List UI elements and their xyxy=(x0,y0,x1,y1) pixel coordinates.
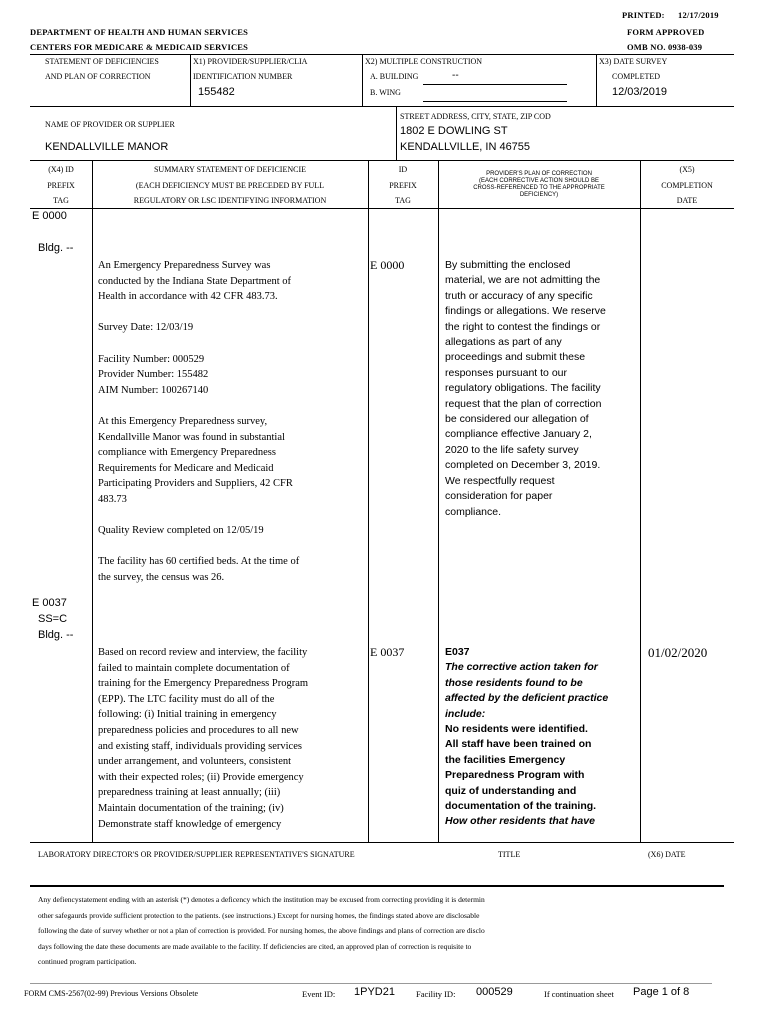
row2-completion-date: 01/02/2020 xyxy=(648,645,708,660)
provider-name-value: KENDALLVILLE MANOR xyxy=(45,141,169,153)
poc-header-4: DEFICIENCY) xyxy=(519,192,559,198)
x3-label-2: COMPLETED xyxy=(612,72,660,81)
wing-underline xyxy=(423,101,567,102)
x4-header-1: (X4) ID xyxy=(48,165,74,174)
row2-summary: Based on record review and interview, the facility failed to maintain complete documentation of training for the Emergency Preparedness Program (EPP). The LTC facility must do all of the following: (i) Initial training in emergency preparedness policies and procedures to all new and existing staff, individuals providing services under arrangement, and volunteers, consistent with their expected roles; (ii) Provide emergency preparedness training at least annually; (iii) Maintain documentation of the training; (iv) Demonstrate staff knowledge of emergency xyxy=(98,647,309,830)
form-number: FORM CMS-2567(02-99) Previous Versions Obsolete xyxy=(24,989,199,998)
col-line-3 xyxy=(438,160,439,842)
x4-header-2: PREFIX xyxy=(47,181,75,190)
row2-poc-bold-6: documentation of the training. xyxy=(445,800,597,813)
row2-poc-bold-5: quiz of understanding and xyxy=(445,784,577,797)
row-divider-2 xyxy=(30,160,734,161)
x2-label: X2) MULTIPLE CONSTRUCTION xyxy=(365,57,483,66)
footnote xyxy=(38,892,738,970)
row2-tag: E 0037 xyxy=(32,597,67,609)
x1-label-2: IDENTIFICATION NUMBER xyxy=(193,72,293,81)
building-value: -- xyxy=(452,70,459,81)
col-line-1 xyxy=(92,160,93,842)
col-line-4 xyxy=(640,160,641,842)
summary-header-1: SUMMARY STATEMENT OF DEFICIENCIE xyxy=(153,165,307,174)
summary-header-2: (EACH DEFICIENCY MUST BE PRECEDED BY FULL xyxy=(135,181,325,190)
x1-label-1: X1) PROVIDER/SUPPLIER/CLIA xyxy=(193,57,308,66)
x4-header-3: TAG xyxy=(53,196,69,205)
footnote-line-2: other safegaurds provide sufficient protection to the patients. (see instructions.) Except for nursing homes, the findings stated above are disclosable xyxy=(38,910,480,920)
poc-header xyxy=(438,171,640,199)
col-line-2 xyxy=(368,160,369,842)
department-title: DEPARTMENT OF HEALTH AND HUMAN SERVICES xyxy=(30,27,249,37)
statement-label-2: AND PLAN OF CORRECTION xyxy=(45,72,151,81)
form-approved: FORM APPROVED xyxy=(627,27,705,37)
id-header-1: ID xyxy=(398,165,408,174)
table-bottom-border xyxy=(30,842,734,843)
poc-header-3: CROSS-REFERENCED TO THE APPROPRIATE xyxy=(473,185,605,191)
divider-x2 xyxy=(362,54,363,106)
footnote-line-4: days following the date these documents are made available to the facility. If deficiencies are cited, an approved plan of correction is requisite to xyxy=(38,941,472,951)
event-id-label: Event ID: xyxy=(302,989,336,999)
row2-poc-bold-2: All staff have been trained on xyxy=(445,738,592,751)
x5-header-2: COMPLETION xyxy=(661,181,713,190)
statement-label-1: STATEMENT OF DEFICIENCIES xyxy=(45,57,159,66)
header-bottom-border xyxy=(30,208,734,209)
row2-poc-bold-3: the facilities Emergency xyxy=(445,753,566,766)
row2-scope: SS=C xyxy=(38,613,68,625)
row2-poc-italic-4: include: xyxy=(445,707,486,720)
x6-date-label: (X6) DATE xyxy=(648,850,686,859)
address-line-1: 1802 E DOWLING ST xyxy=(400,125,508,137)
summary-header-3: REGULATORY OR LSC IDENTIFYING INFORMATION xyxy=(133,196,327,205)
signature-label: LABORATORY DIRECTOR'S OR PROVIDER/SUPPLIER REPRESENTATIVE'S SIGNATURE xyxy=(38,850,355,859)
id-header-3: TAG xyxy=(395,196,411,205)
printed-label: PRINTED: xyxy=(622,10,665,20)
centers-title: CENTERS FOR MEDICARE & MEDICAID SERVICES xyxy=(30,42,249,52)
row2-poc-bold-4: Preparedness Program with xyxy=(445,769,585,782)
address-line-2: KENDALLVILLE, IN 46755 xyxy=(400,141,531,153)
row2-poc-italic-1: The corrective action taken for xyxy=(445,661,598,674)
provider-name-label: NAME OF PROVIDER OR SUPPLIER xyxy=(45,120,175,129)
provider-id-value: 155482 xyxy=(198,86,235,98)
poc-header-1: PROVIDER'S PLAN OF CORRECTION xyxy=(486,171,592,177)
title-label: TITLE xyxy=(498,850,521,859)
x5-header-1: (X5) xyxy=(679,165,695,174)
footer-divider xyxy=(30,983,712,984)
row1-plan-of-correction: By submitting the enclosed material, we are not admitting the truth or accuracy of any specific findings or allegations. We reserve the right to contest the findings or allegations as part of any proceedings and submit these responses pursuant to our regulatory obligations. The facility request that the plan of correction be considered our allegation of compliance effective January 2, 2020 to the life safety survey completed on December 3, 2019. We respectfully request consideration for paper compliance. xyxy=(445,259,606,518)
continuation-label: If continuation sheet xyxy=(544,989,614,999)
row1-tag: E 0000 xyxy=(32,210,67,222)
divider-x1 xyxy=(190,54,191,106)
table-top-border xyxy=(30,54,734,55)
divider-address xyxy=(396,106,397,160)
wing-label: B. WING xyxy=(370,88,401,97)
omb-number: OMB NO. 0938-039 xyxy=(627,42,703,52)
row2-id-tag: E 0037 xyxy=(370,645,405,659)
address-label: STREET ADDRESS, CITY, STATE, ZIP COD xyxy=(400,112,551,121)
footnote-line-1: Any defiencystatement ending with an asterisk (*) denotes a deficency which the institution may be excused from correcting providing it is determin xyxy=(38,895,485,904)
row2-poc-italic-2: those residents found to be xyxy=(445,676,583,689)
x3-label-1: X3) DATE SURVEY xyxy=(599,57,668,66)
event-id-value: 1PYD21 xyxy=(354,986,395,998)
divider-x3 xyxy=(596,54,597,106)
row-divider-1 xyxy=(30,106,734,107)
row2-bldg: Bldg. -- xyxy=(38,629,74,641)
row2-poc-bold-1: No residents were identified. xyxy=(445,723,588,736)
facility-id-label: Facility ID: xyxy=(416,989,456,999)
building-label: A. BUILDING xyxy=(370,72,419,81)
row1-bldg: Bldg. -- xyxy=(38,242,74,254)
row2-poc-italic-5: How other residents that have xyxy=(445,815,595,828)
footnote-line-3: following the date of survey whether or not a plan of correction is provided. For nursing homes, the above findings and plans of correction are disclo xyxy=(38,926,485,936)
id-header-2: PREFIX xyxy=(389,181,417,190)
poc-header-2: (EACH CORRECTIVE ACTION SHOULD BE xyxy=(478,178,600,184)
row2-poc-italic-3: affected by the deficient practice xyxy=(445,692,609,705)
building-underline xyxy=(423,84,567,85)
facility-id-value: 000529 xyxy=(476,986,513,998)
signature-divider xyxy=(30,885,724,887)
printed-date: 12/17/2019 xyxy=(678,10,719,20)
row1-id-tag: E 0000 xyxy=(370,258,405,272)
survey-date-value: 12/03/2019 xyxy=(612,86,668,98)
footnote-line-5: continued program participation. xyxy=(38,957,137,967)
row2-poc-tag: E037 xyxy=(445,646,470,658)
page-number: Page 1 of 8 xyxy=(633,986,690,998)
row1-summary: An Emergency Preparedness Survey was conducted by the Indiana State Department of Health in accordance with 42 CFR 483.73. Survey Date: 12/03/19 Facility Number: 000529 Provider Number: 155482 AIM Number: 100267140 At this Emergency Preparedness survey, Kendallville Manor was found in substantial compliance with Emergency Preparedness Requirements for Medicare and Medicaid Participating Providers and Suppliers, 42 CFR 483.73 Quality Review completed on 12/05/19 The facility has 60 certified beds. At the time of the survey, the census was 26. xyxy=(98,260,300,583)
x5-header-3: DATE xyxy=(676,196,698,205)
row2-plan-of-correction xyxy=(445,645,637,830)
